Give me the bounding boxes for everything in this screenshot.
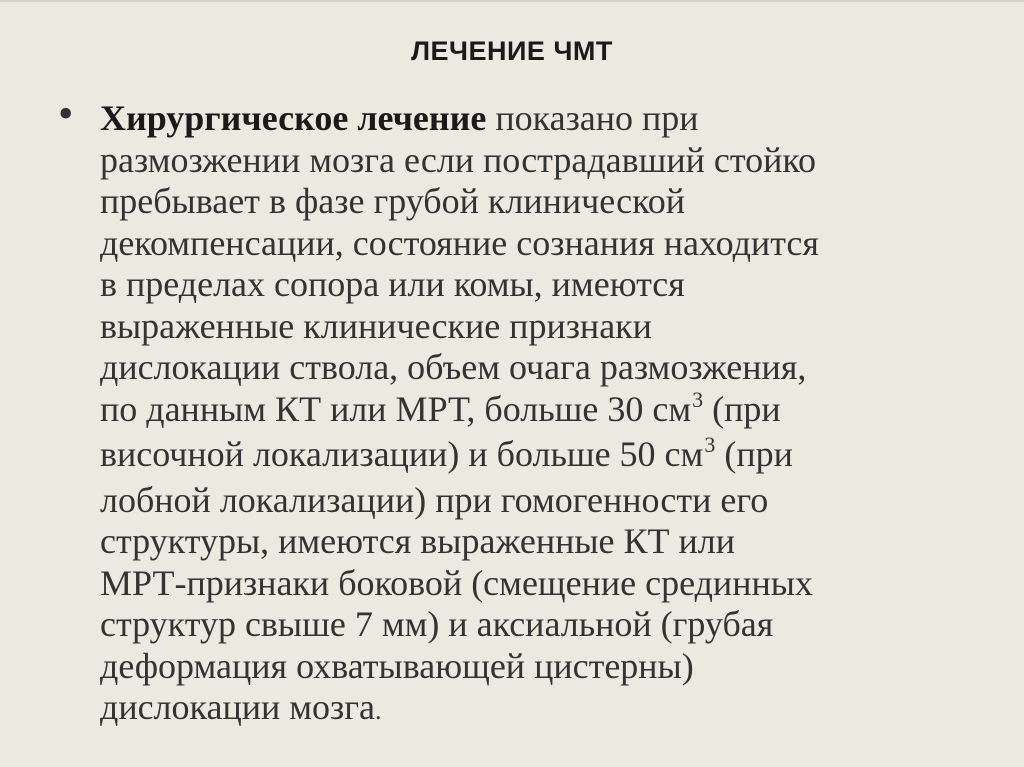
text-line: в пределах сопора или комы, имеются [100, 264, 685, 304]
superscript: 3 [692, 386, 704, 412]
top-divider [0, 0, 1024, 2]
superscript: 3 [704, 432, 716, 457]
text-line [100, 434, 990, 480]
text-fragment: дислокации мозга [100, 687, 375, 727]
lead-phrase: Хирургическое лечение [100, 98, 487, 138]
text-line [100, 687, 990, 732]
slide-title: ЛЕЧЕНИЕ ЧМТ [411, 36, 613, 66]
text-line: дислокации ствола, объем очага размозжения, [100, 347, 807, 387]
bullet-text [100, 98, 990, 732]
end-period: . [375, 696, 382, 725]
text-line [100, 386, 990, 435]
text-line: деформация охватывающей цистерны) [100, 645, 694, 686]
text-line: декомпенсации, состояние сознания находится [100, 222, 819, 263]
text-line: размозжении мозга если пострадавший стойко [100, 139, 817, 180]
text-line: структуры, имеются выраженные КТ или [100, 521, 736, 561]
text-line [100, 98, 990, 140]
text-line: пребывает в фазе грубой клинической [100, 181, 685, 221]
text-line: выраженные клинические признаки [100, 305, 652, 346]
text-fragment: (при [715, 434, 793, 474]
text-line: структур свыше 7 мм) и аксиальной (грубая [100, 604, 774, 644]
text-fragment: височной локализации) и больше 50 см [100, 434, 704, 474]
text-line: лобной локализации) при гомогенности его [100, 479, 769, 520]
text-line: МРТ-признаки боковой (смещение срединных [100, 562, 813, 603]
text-fragment: по данным КТ или МРТ, больше 30 см [100, 388, 692, 429]
bullet-marker: • [58, 89, 74, 138]
text-fragment: показано при [486, 98, 699, 138]
text-fragment: (при [703, 388, 781, 429]
